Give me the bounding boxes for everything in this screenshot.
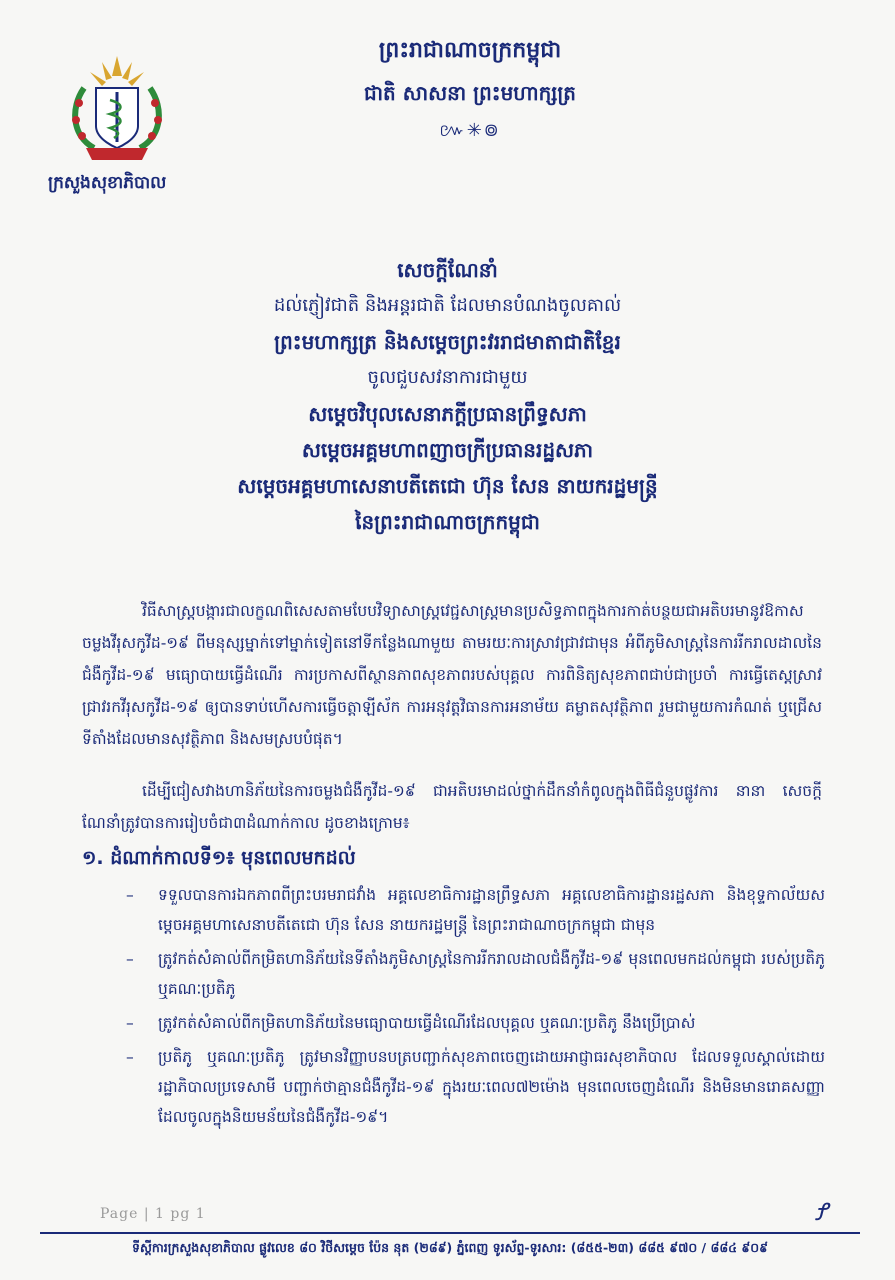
stage-1-heading: ១. ដំណាក់កាលទី១៖ មុនពេលមកដល់ bbox=[82, 847, 356, 869]
title-line-5: សម្តេចវិបុលសេនាភក្តីប្រធានព្រឹទ្ធសភា bbox=[308, 402, 587, 426]
list-item-text: ត្រូវកត់សំគាល់ពីកម្រិតហានិភ័យនៃទីតាំងភូមិសាស្ត្រនៃការរីករាលដាលជំងឺកូវីដ-១៩ មុនពេលមកដល់កម្ពុជា របស់ប្រតិភូ ឬគណៈប្រតិភូ bbox=[158, 950, 825, 998]
list-item-text: ត្រូវកត់សំគាល់ពីកម្រិតហានិភ័យនៃមធ្យោបាយធ្វើដំណើរដែលបុគ្គល ឬគណៈប្រតិភូ នឹងប្រើប្រាស់ bbox=[158, 1014, 696, 1032]
document-title: សេចក្តីណែនាំ bbox=[397, 258, 498, 282]
document-title-block bbox=[60, 252, 835, 540]
dash-bullet: – bbox=[126, 1014, 134, 1032]
list-item bbox=[110, 1008, 825, 1038]
page-number: Page | 1 pg 1 bbox=[100, 1206, 206, 1222]
footer-address: ទីស្តីការក្រសួងសុខាភិបាល ផ្លូវលេខ ៨០ វិថីសម្តេច ប៉ែន នុត (២៨៩) ភ្នំពេញ ទូរស័ព្ទ-ទូរសារ: (៨៥៥-២៣) ៨៨៥ ៩៧០ / ៨៨៤ ៩០៩ bbox=[132, 1240, 768, 1255]
list-item bbox=[110, 944, 825, 1004]
intro-paragraph: វិធីសាស្ត្របង្ការជាលក្ខណពិសេសតាមបែបវិទ្យាសាស្ត្រវេជ្ជសាស្ត្រមានប្រសិទ្ធភាពក្នុងការកាត់បន្ថយជាអតិបរមានូវឱកាសចម្លងវីរុសកូវីដ-១៩ ពីមនុស្សម្នាក់ទៅម្នាក់ទៀតនៅទីកន្លែងណាមួយ តាមរយៈការស្រាវជ្រាវជាមុន អំពីភូមិសាស្ត្រនៃការរីករាលដាលនៃជំងឺកូវីដ-១៩ មធ្យោបាយធ្វើដំណើរ ការប្រកាសពីស្ថានភាពសុខភាពរបស់បុគ្គល ការពិនិត្យសុខភាពជាប់ជាប្រចាំ ការធ្វើតេស្តស្រាវជ្រាវរកវីរុសកូវីដ-១៩ ឲ្យបានទាប់ហើសការធ្វើចត្តាឡីស័ក ការអនុវត្តវិធានការអនាម័យ គម្លាតសុវត្ថិភាព រួមជាមួយការកំណត់ ឬជ្រើសទីតាំងដែលមានសុវត្ថិភាព និងសមស្របបំផុត។ bbox=[82, 602, 823, 748]
crown-rays-icon bbox=[90, 56, 144, 86]
dash-bullet: – bbox=[126, 1048, 134, 1066]
title-line-4: ចូលជួបសវនាការជាមួយ bbox=[367, 367, 528, 388]
title-line-3: ព្រះមហាក្សត្រ និងសម្តេចព្រះវររាជមាតាជាតិខ្មែរ bbox=[274, 330, 621, 354]
list-item-text: ប្រតិភូ ឬគណៈប្រតិភូ ត្រូវមានវិញ្ញាបនបត្របញ្ជាក់សុខភាពចេញដោយអាជ្ញាធរសុខាភិបាល ដែលទទួលស្គាល់ដោយរដ្ឋាភិបាលប្រទេសាមី បញ្ជាក់ថាគ្មានជំងឺកូវីដ-១៩ ក្នុងរយៈពេល៧២ម៉ោង មុនពេលចេញដំណើរ និងមិនមានរោគសញ្ញាដែលចូលក្នុងនិយមន័យនៃជំងឺកូវីដ-១៩។ bbox=[158, 1048, 825, 1126]
title-line-7: សម្តេចអគ្គមហាសេនាបតីតេជោ ហ៊ុន សែន នាយករដ្ឋមន្ត្រី bbox=[237, 474, 658, 498]
ministry-name: ក្រសួងសុខាភិបាល bbox=[48, 173, 167, 193]
list-item-text: ទទួលបានការឯកភាពពីព្រះបរមរាជវាំង អគ្គលេខាធិការដ្ឋានព្រឹទ្ធសភា អគ្គលេខាធិការដ្ឋានរដ្ឋសភា និងខុទ្ទកាល័យសម្តេចអគ្គមហាសេនាបតីតេជោ ហ៊ុន សែន នាយករដ្ឋមន្ត្រី នៃព្រះរាជាណាចក្រកម្ពុជា ជាមុន bbox=[158, 886, 825, 934]
stage-1-bullet-list bbox=[110, 880, 825, 1136]
title-line-8: នៃព្រះរាជាណាចក្រកម្ពុជា bbox=[355, 510, 540, 534]
title-line-2: ដល់ភ្ញៀវជាតិ និងអន្តរជាតិ ដែលមានបំណងចូលគាល់ bbox=[273, 295, 622, 316]
title-line-6: សម្តេចអគ្គមហាពញាចក្រីប្រធានរដ្ឋសភា bbox=[301, 438, 594, 462]
ministry-of-health-logo bbox=[62, 48, 172, 168]
list-item bbox=[110, 1042, 825, 1132]
purpose-paragraph: ដើម្បីជៀសវាងហានិភ័យនៃការចម្លងជំងឺកូវីដ-១៩ ជាអតិបរមាដល់ថ្នាក់ដឹកនាំកំពូលក្នុងពិធីជំនួបផ្លូវការ នានា សេចក្តីណែនាំត្រូវបានការរៀបចំជា៣ដំណាក់កាល ដូចខាងក្រោម៖ bbox=[82, 782, 822, 832]
ornament-divider: ៚✳៙ bbox=[439, 120, 501, 141]
signature-initial: Ꝭ bbox=[815, 1198, 828, 1226]
kingdom-title: ព្រះរាជាណាចក្រកម្ពុជា bbox=[378, 38, 562, 63]
list-item bbox=[110, 880, 825, 940]
dash-bullet: – bbox=[126, 886, 134, 904]
national-motto: ជាតិ សាសនា ព្រះមហាក្សត្រ bbox=[364, 81, 576, 105]
ribbon-banner-icon bbox=[86, 148, 148, 160]
footer-divider bbox=[40, 1232, 860, 1234]
dash-bullet: – bbox=[126, 950, 134, 968]
